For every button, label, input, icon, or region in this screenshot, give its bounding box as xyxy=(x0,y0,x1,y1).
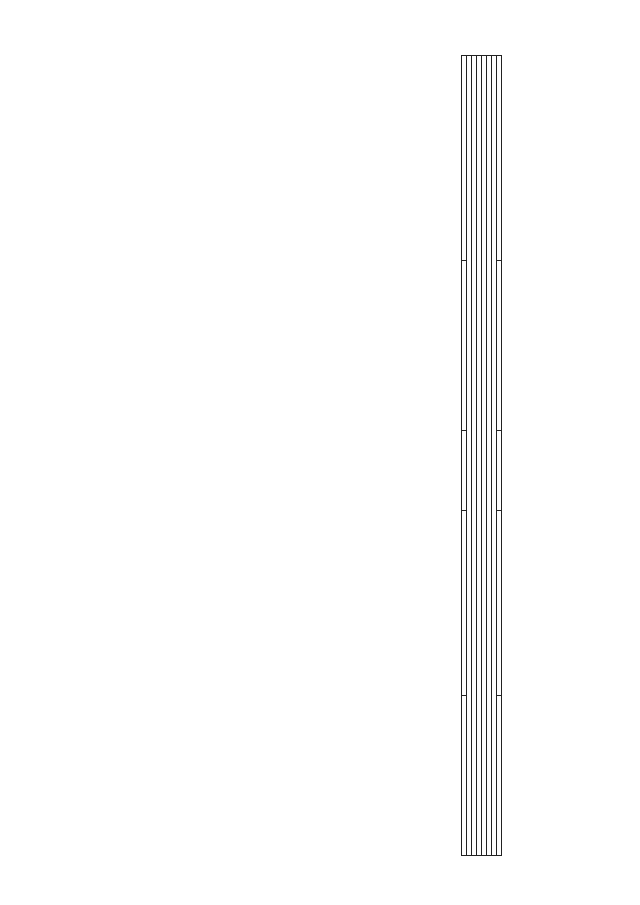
measure-cell xyxy=(462,56,467,261)
result-cell xyxy=(462,511,467,696)
subprogram-task-row xyxy=(467,56,472,856)
program-task-row xyxy=(487,56,492,856)
link-cell xyxy=(462,696,467,856)
measures-table xyxy=(461,55,502,856)
indicators-row xyxy=(482,56,487,856)
program-goal xyxy=(492,56,497,856)
program-goal-row xyxy=(492,56,497,856)
program-task xyxy=(487,56,492,856)
subprogram-title xyxy=(477,56,482,856)
table-header-row xyxy=(497,56,502,856)
subprogram-task xyxy=(467,56,472,856)
indicators-cell xyxy=(482,56,487,856)
header-period xyxy=(497,431,502,511)
executor-cell xyxy=(462,261,467,431)
subprogram-goal-row xyxy=(472,56,477,856)
subprogram-title-row xyxy=(477,56,482,856)
header-link xyxy=(497,696,502,856)
header-result xyxy=(497,511,502,696)
header-measure xyxy=(497,56,502,261)
period-cell xyxy=(462,431,467,511)
header-executor xyxy=(497,261,502,431)
table-row xyxy=(462,56,467,856)
subprogram-goal xyxy=(472,56,477,856)
